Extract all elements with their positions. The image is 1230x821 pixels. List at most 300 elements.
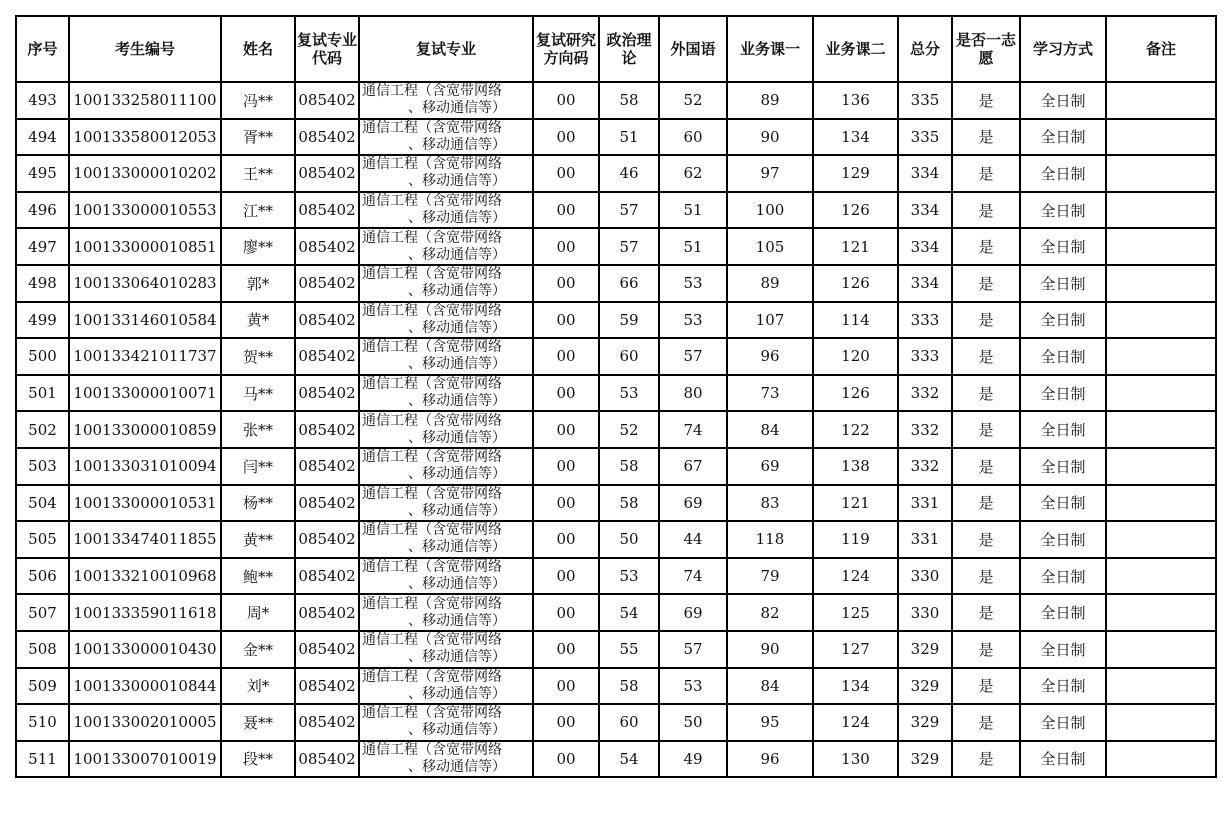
major-line-one: 通信工程（含宽带网络 <box>362 449 502 466</box>
cell-course-two: 138 <box>813 448 898 485</box>
header-row <box>16 16 1216 82</box>
cell-total: 329 <box>898 704 952 741</box>
header-seq: 序号 <box>16 16 69 82</box>
cell-first-choice: 是 <box>952 558 1020 595</box>
cell-politics: 60 <box>599 704 659 741</box>
cell-first-choice: 是 <box>952 338 1020 375</box>
cell-total: 335 <box>898 82 952 119</box>
cell-course-two: 126 <box>813 375 898 412</box>
cell-remarks <box>1106 521 1216 558</box>
cell-politics: 53 <box>599 558 659 595</box>
cell-major <box>359 521 533 558</box>
header-course-one: 业务课一 <box>727 16 813 82</box>
cell-name: 廖** <box>221 228 295 265</box>
cell-remarks <box>1106 155 1216 192</box>
table-row <box>16 558 1216 595</box>
cell-name: 江** <box>221 192 295 229</box>
cell-seq: 505 <box>16 521 69 558</box>
cell-politics: 50 <box>599 521 659 558</box>
cell-study-mode: 全日制 <box>1020 155 1106 192</box>
cell-first-choice: 是 <box>952 631 1020 668</box>
cell-total: 334 <box>898 192 952 229</box>
cell-major-code: 085402 <box>295 485 359 522</box>
cell-first-choice: 是 <box>952 411 1020 448</box>
major-line-one: 通信工程（含宽带网络 <box>362 632 502 649</box>
cell-direction-code: 00 <box>533 521 599 558</box>
table-row <box>16 155 1216 192</box>
cell-major <box>359 411 533 448</box>
cell-total: 332 <box>898 375 952 412</box>
major-line-one: 通信工程（含宽带网络 <box>362 302 502 319</box>
cell-direction-code: 00 <box>533 119 599 156</box>
header-major-code: 复试专业代码 <box>295 16 359 82</box>
table-row <box>16 631 1216 668</box>
cell-total: 330 <box>898 558 952 595</box>
cell-course-one: 89 <box>727 82 813 119</box>
major-line-one: 通信工程（含宽带网络 <box>362 668 502 685</box>
cell-foreign-language: 53 <box>659 302 727 339</box>
cell-seq: 498 <box>16 265 69 302</box>
cell-name: 贺** <box>221 338 295 375</box>
cell-exam-id: 100133421011737 <box>69 338 221 375</box>
cell-politics: 46 <box>599 155 659 192</box>
major-line-one: 通信工程（含宽带网络 <box>362 193 502 210</box>
cell-direction-code: 00 <box>533 338 599 375</box>
cell-seq: 509 <box>16 668 69 705</box>
cell-remarks <box>1106 338 1216 375</box>
cell-name: 黄* <box>221 302 295 339</box>
header-foreign-language: 外国语 <box>659 16 727 82</box>
cell-direction-code: 00 <box>533 668 599 705</box>
cell-politics: 60 <box>599 338 659 375</box>
cell-foreign-language: 50 <box>659 704 727 741</box>
cell-exam-id: 100133064010283 <box>69 265 221 302</box>
cell-course-one: 89 <box>727 265 813 302</box>
cell-remarks <box>1106 668 1216 705</box>
cell-exam-id: 100133000010553 <box>69 192 221 229</box>
cell-total: 329 <box>898 741 952 778</box>
cell-direction-code: 00 <box>533 265 599 302</box>
cell-course-one: 105 <box>727 228 813 265</box>
cell-first-choice: 是 <box>952 375 1020 412</box>
cell-foreign-language: 57 <box>659 631 727 668</box>
cell-seq: 495 <box>16 155 69 192</box>
cell-major-code: 085402 <box>295 192 359 229</box>
cell-study-mode: 全日制 <box>1020 265 1106 302</box>
cell-exam-id: 100133210010968 <box>69 558 221 595</box>
cell-course-one: 69 <box>727 448 813 485</box>
cell-foreign-language: 74 <box>659 558 727 595</box>
major-line-one: 通信工程（含宽带网络 <box>362 741 502 758</box>
table-row <box>16 338 1216 375</box>
cell-name: 冯** <box>221 82 295 119</box>
cell-first-choice: 是 <box>952 668 1020 705</box>
cell-course-two: 121 <box>813 485 898 522</box>
table-row <box>16 594 1216 631</box>
header-study-mode: 学习方式 <box>1020 16 1106 82</box>
cell-first-choice: 是 <box>952 155 1020 192</box>
cell-foreign-language: 67 <box>659 448 727 485</box>
cell-course-one: 96 <box>727 741 813 778</box>
cell-major <box>359 704 533 741</box>
cell-seq: 496 <box>16 192 69 229</box>
cell-study-mode: 全日制 <box>1020 411 1106 448</box>
cell-course-two: 119 <box>813 521 898 558</box>
major-line-one: 通信工程（含宽带网络 <box>362 119 502 136</box>
cell-course-one: 118 <box>727 521 813 558</box>
cell-course-one: 90 <box>727 631 813 668</box>
header-total: 总分 <box>898 16 952 82</box>
cell-major <box>359 155 533 192</box>
major-line-one: 通信工程（含宽带网络 <box>362 266 502 283</box>
major-line-two: 、移动通信等） <box>408 429 506 446</box>
cell-course-two: 136 <box>813 82 898 119</box>
major-line-two: 、移动通信等） <box>408 356 506 373</box>
cell-direction-code: 00 <box>533 375 599 412</box>
cell-course-one: 79 <box>727 558 813 595</box>
cell-study-mode: 全日制 <box>1020 375 1106 412</box>
cell-exam-id: 100133359011618 <box>69 594 221 631</box>
cell-course-two: 127 <box>813 631 898 668</box>
cell-major-code: 085402 <box>295 741 359 778</box>
cell-remarks <box>1106 704 1216 741</box>
cell-remarks <box>1106 631 1216 668</box>
cell-course-two: 125 <box>813 594 898 631</box>
cell-politics: 52 <box>599 411 659 448</box>
cell-study-mode: 全日制 <box>1020 338 1106 375</box>
table-row <box>16 668 1216 705</box>
cell-seq: 499 <box>16 302 69 339</box>
cell-major <box>359 338 533 375</box>
cell-foreign-language: 62 <box>659 155 727 192</box>
cell-course-one: 83 <box>727 485 813 522</box>
table-row <box>16 265 1216 302</box>
cell-first-choice: 是 <box>952 448 1020 485</box>
cell-name: 闫** <box>221 448 295 485</box>
cell-foreign-language: 80 <box>659 375 727 412</box>
cell-first-choice: 是 <box>952 119 1020 156</box>
cell-course-two: 122 <box>813 411 898 448</box>
cell-remarks <box>1106 558 1216 595</box>
cell-politics: 51 <box>599 119 659 156</box>
cell-total: 333 <box>898 338 952 375</box>
cell-first-choice: 是 <box>952 82 1020 119</box>
major-line-two: 、移动通信等） <box>408 173 506 190</box>
major-line-two: 、移动通信等） <box>408 246 506 263</box>
cell-seq: 493 <box>16 82 69 119</box>
cell-politics: 58 <box>599 668 659 705</box>
cell-total: 334 <box>898 228 952 265</box>
cell-remarks <box>1106 302 1216 339</box>
cell-name: 刘* <box>221 668 295 705</box>
table-header <box>16 16 1216 82</box>
cell-exam-id: 100133002010005 <box>69 704 221 741</box>
major-line-two: 、移动通信等） <box>408 539 506 556</box>
cell-seq: 511 <box>16 741 69 778</box>
cell-total: 335 <box>898 119 952 156</box>
cell-first-choice: 是 <box>952 302 1020 339</box>
cell-course-two: 134 <box>813 668 898 705</box>
cell-major <box>359 119 533 156</box>
cell-name: 马** <box>221 375 295 412</box>
cell-study-mode: 全日制 <box>1020 192 1106 229</box>
cell-major-code: 085402 <box>295 375 359 412</box>
major-line-one: 通信工程（含宽带网络 <box>362 485 502 502</box>
cell-study-mode: 全日制 <box>1020 594 1106 631</box>
cell-exam-id: 100133000010859 <box>69 411 221 448</box>
cell-major <box>359 265 533 302</box>
cell-politics: 66 <box>599 265 659 302</box>
cell-total: 334 <box>898 155 952 192</box>
cell-course-two: 134 <box>813 119 898 156</box>
cell-course-one: 100 <box>727 192 813 229</box>
cell-course-two: 124 <box>813 704 898 741</box>
cell-course-one: 84 <box>727 411 813 448</box>
cell-major <box>359 668 533 705</box>
cell-exam-id: 100133031010094 <box>69 448 221 485</box>
table-row <box>16 521 1216 558</box>
cell-major-code: 085402 <box>295 668 359 705</box>
cell-study-mode: 全日制 <box>1020 485 1106 522</box>
major-line-two: 、移动通信等） <box>408 649 506 666</box>
cell-politics: 55 <box>599 631 659 668</box>
cell-politics: 58 <box>599 82 659 119</box>
cell-name: 胥** <box>221 119 295 156</box>
cell-total: 333 <box>898 302 952 339</box>
cell-seq: 494 <box>16 119 69 156</box>
cell-total: 329 <box>898 668 952 705</box>
cell-major-code: 085402 <box>295 155 359 192</box>
cell-major-code: 085402 <box>295 594 359 631</box>
cell-study-mode: 全日制 <box>1020 558 1106 595</box>
cell-major <box>359 741 533 778</box>
table-row <box>16 741 1216 778</box>
cell-remarks <box>1106 485 1216 522</box>
major-line-two: 、移动通信等） <box>408 758 506 775</box>
cell-direction-code: 00 <box>533 448 599 485</box>
cell-name: 段** <box>221 741 295 778</box>
cell-remarks <box>1106 265 1216 302</box>
cell-course-two: 126 <box>813 192 898 229</box>
cell-politics: 54 <box>599 741 659 778</box>
cell-course-one: 107 <box>727 302 813 339</box>
major-line-two: 、移动通信等） <box>408 612 506 629</box>
cell-major-code: 085402 <box>295 558 359 595</box>
header-course-two: 业务课二 <box>813 16 898 82</box>
major-line-two: 、移动通信等） <box>408 136 506 153</box>
cell-exam-id: 100133000010202 <box>69 155 221 192</box>
table-row <box>16 192 1216 229</box>
cell-exam-id: 100133474011855 <box>69 521 221 558</box>
cell-direction-code: 00 <box>533 82 599 119</box>
major-line-two: 、移动通信等） <box>408 210 506 227</box>
cell-major-code: 085402 <box>295 631 359 668</box>
cell-direction-code: 00 <box>533 631 599 668</box>
cell-foreign-language: 57 <box>659 338 727 375</box>
cell-exam-id: 100133000010071 <box>69 375 221 412</box>
cell-foreign-language: 44 <box>659 521 727 558</box>
cell-major <box>359 82 533 119</box>
cell-major-code: 085402 <box>295 521 359 558</box>
cell-politics: 54 <box>599 594 659 631</box>
cell-first-choice: 是 <box>952 704 1020 741</box>
admissions-table <box>15 15 1217 778</box>
cell-major <box>359 228 533 265</box>
cell-exam-id: 100133146010584 <box>69 302 221 339</box>
cell-direction-code: 00 <box>533 228 599 265</box>
header-remarks: 备注 <box>1106 16 1216 82</box>
major-line-two: 、移动通信等） <box>408 393 506 410</box>
cell-course-one: 82 <box>727 594 813 631</box>
table-row <box>16 82 1216 119</box>
cell-politics: 53 <box>599 375 659 412</box>
cell-politics: 58 <box>599 485 659 522</box>
cell-seq: 506 <box>16 558 69 595</box>
cell-major-code: 085402 <box>295 119 359 156</box>
cell-seq: 503 <box>16 448 69 485</box>
cell-foreign-language: 49 <box>659 741 727 778</box>
major-line-one: 通信工程（含宽带网络 <box>362 229 502 246</box>
cell-direction-code: 00 <box>533 302 599 339</box>
cell-study-mode: 全日制 <box>1020 119 1106 156</box>
cell-exam-id: 100133007010019 <box>69 741 221 778</box>
cell-direction-code: 00 <box>533 485 599 522</box>
major-line-two: 、移动通信等） <box>408 319 506 336</box>
header-politics: 政治理论 <box>599 16 659 82</box>
cell-seq: 508 <box>16 631 69 668</box>
cell-politics: 57 <box>599 228 659 265</box>
cell-major-code: 085402 <box>295 338 359 375</box>
cell-course-one: 95 <box>727 704 813 741</box>
cell-direction-code: 00 <box>533 741 599 778</box>
cell-first-choice: 是 <box>952 228 1020 265</box>
cell-direction-code: 00 <box>533 594 599 631</box>
cell-study-mode: 全日制 <box>1020 521 1106 558</box>
cell-foreign-language: 51 <box>659 228 727 265</box>
cell-seq: 507 <box>16 594 69 631</box>
cell-remarks <box>1106 411 1216 448</box>
cell-major-code: 085402 <box>295 82 359 119</box>
cell-politics: 59 <box>599 302 659 339</box>
cell-major-code: 085402 <box>295 302 359 339</box>
cell-exam-id: 100133000010430 <box>69 631 221 668</box>
cell-study-mode: 全日制 <box>1020 631 1106 668</box>
cell-course-two: 129 <box>813 155 898 192</box>
cell-direction-code: 00 <box>533 558 599 595</box>
cell-course-two: 121 <box>813 228 898 265</box>
cell-major-code: 085402 <box>295 411 359 448</box>
cell-first-choice: 是 <box>952 594 1020 631</box>
cell-remarks <box>1106 82 1216 119</box>
cell-major-code: 085402 <box>295 704 359 741</box>
cell-name: 鲍** <box>221 558 295 595</box>
major-line-two: 、移动通信等） <box>408 283 506 300</box>
cell-course-one: 90 <box>727 119 813 156</box>
cell-study-mode: 全日制 <box>1020 228 1106 265</box>
major-line-one: 通信工程（含宽带网络 <box>362 83 502 100</box>
table-row <box>16 448 1216 485</box>
cell-exam-id: 100133258011100 <box>69 82 221 119</box>
cell-first-choice: 是 <box>952 741 1020 778</box>
cell-seq: 501 <box>16 375 69 412</box>
major-line-one: 通信工程（含宽带网络 <box>362 559 502 576</box>
header-exam-id: 考生编号 <box>69 16 221 82</box>
table-row <box>16 375 1216 412</box>
table-row <box>16 228 1216 265</box>
cell-course-two: 120 <box>813 338 898 375</box>
cell-total: 332 <box>898 448 952 485</box>
cell-total: 330 <box>898 594 952 631</box>
cell-name: 聂** <box>221 704 295 741</box>
major-line-one: 通信工程（含宽带网络 <box>362 705 502 722</box>
major-line-two: 、移动通信等） <box>408 100 506 117</box>
cell-course-one: 73 <box>727 375 813 412</box>
cell-major <box>359 485 533 522</box>
table-body <box>16 82 1216 777</box>
cell-course-two: 126 <box>813 265 898 302</box>
cell-foreign-language: 53 <box>659 265 727 302</box>
header-first-choice: 是否一志愿 <box>952 16 1020 82</box>
table-row <box>16 485 1216 522</box>
cell-name: 张** <box>221 411 295 448</box>
cell-remarks <box>1106 119 1216 156</box>
table-row <box>16 411 1216 448</box>
cell-foreign-language: 69 <box>659 485 727 522</box>
cell-major-code: 085402 <box>295 265 359 302</box>
cell-total: 332 <box>898 411 952 448</box>
major-line-one: 通信工程（含宽带网络 <box>362 522 502 539</box>
cell-direction-code: 00 <box>533 155 599 192</box>
cell-course-two: 130 <box>813 741 898 778</box>
cell-remarks <box>1106 228 1216 265</box>
cell-politics: 57 <box>599 192 659 229</box>
cell-foreign-language: 69 <box>659 594 727 631</box>
cell-course-one: 84 <box>727 668 813 705</box>
cell-direction-code: 00 <box>533 192 599 229</box>
table-row <box>16 119 1216 156</box>
cell-first-choice: 是 <box>952 521 1020 558</box>
major-line-two: 、移动通信等） <box>408 685 506 702</box>
header-major: 复试专业 <box>359 16 533 82</box>
cell-seq: 497 <box>16 228 69 265</box>
cell-remarks <box>1106 741 1216 778</box>
cell-remarks <box>1106 375 1216 412</box>
cell-major <box>359 375 533 412</box>
cell-course-two: 124 <box>813 558 898 595</box>
cell-exam-id: 100133000010844 <box>69 668 221 705</box>
major-line-two: 、移动通信等） <box>408 466 506 483</box>
header-name: 姓名 <box>221 16 295 82</box>
cell-major <box>359 558 533 595</box>
cell-study-mode: 全日制 <box>1020 741 1106 778</box>
cell-name: 王** <box>221 155 295 192</box>
cell-major <box>359 448 533 485</box>
cell-foreign-language: 53 <box>659 668 727 705</box>
table-row <box>16 704 1216 741</box>
cell-first-choice: 是 <box>952 265 1020 302</box>
cell-exam-id: 100133000010851 <box>69 228 221 265</box>
major-line-two: 、移动通信等） <box>408 502 506 519</box>
cell-foreign-language: 52 <box>659 82 727 119</box>
cell-major-code: 085402 <box>295 448 359 485</box>
cell-exam-id: 100133000010531 <box>69 485 221 522</box>
cell-total: 331 <box>898 485 952 522</box>
cell-direction-code: 00 <box>533 411 599 448</box>
cell-foreign-language: 60 <box>659 119 727 156</box>
major-line-one: 通信工程（含宽带网络 <box>362 595 502 612</box>
major-line-one: 通信工程（含宽带网络 <box>362 156 502 173</box>
cell-name: 黄** <box>221 521 295 558</box>
